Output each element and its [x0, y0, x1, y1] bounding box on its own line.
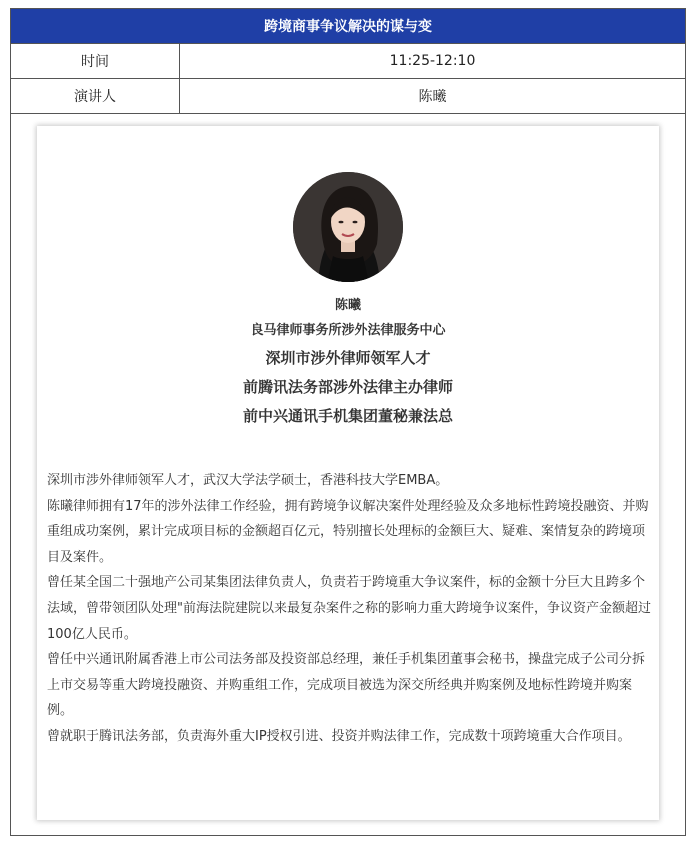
- speaker-row: [11, 78, 685, 113]
- speaker-organization: 良马律师事务所涉外法律服务中心: [250, 323, 446, 338]
- time-value: 11:25-12:10: [389, 53, 476, 69]
- speaker-title-2: 前腾讯法务部涉外法律主办律师: [242, 378, 453, 396]
- bio-paragraph: 曾就职于腾讯法务部，负责海外重大IP授权引进、投资并购法律工作，完成数十项跨境重大合作项目。: [47, 728, 631, 744]
- speaker-title-3: 前中兴通讯手机集团董秘兼法总: [242, 407, 453, 425]
- speaker-title-1: 深圳市涉外律师领军人才: [265, 349, 431, 367]
- bio-paragraph: 曾任中兴通讯附属香港上市公司法务部及投资部总经理，兼任手机集团董事会秘书，操盘完成子公司分拆上市交易等重大跨境投融资、并购重组工作，完成项目被选为深交所经典并购案例及地标性跨境并购案例。: [47, 652, 646, 719]
- bio-paragraph: 深圳市涉外律师领军人才，武汉大学法学硕士，香港科技大学EMBA。: [47, 473, 449, 488]
- session-title: 跨境商事争议解决的谋与变: [11, 9, 685, 43]
- speaker-label: 演讲人: [11, 79, 180, 113]
- speaker-avatar: [293, 172, 403, 282]
- speaker-card: [37, 126, 659, 820]
- time-row: [11, 43, 685, 78]
- bio-paragraph: 陈曦律师拥有17年的涉外法律工作经验，拥有跨境争议解决案件处理经验及众多地标性跨境投融资、并购重组成功案例，累计完成项目标的金额超百亿元，特别擅长处理标的金额巨大、疑难、案情复杂的跨境项目及案件。: [47, 498, 649, 565]
- time-label: 时间: [11, 44, 180, 78]
- bio-paragraph: 曾任某全国二十强地产公司某集团法律负责人，负责若于跨境重大争议案件，标的金额十分巨大且跨多个法域，曾带领团队处理"前海法院建院以来最复杂案件之称的影响力重大跨境争议案件，争议资产金额超过100亿人民币。: [47, 575, 651, 642]
- speaker-value: 陈曦: [418, 89, 447, 105]
- speaker-titles: [37, 294, 659, 431]
- speaker-bio: [47, 468, 653, 750]
- speaker-name: 陈曦: [334, 298, 361, 313]
